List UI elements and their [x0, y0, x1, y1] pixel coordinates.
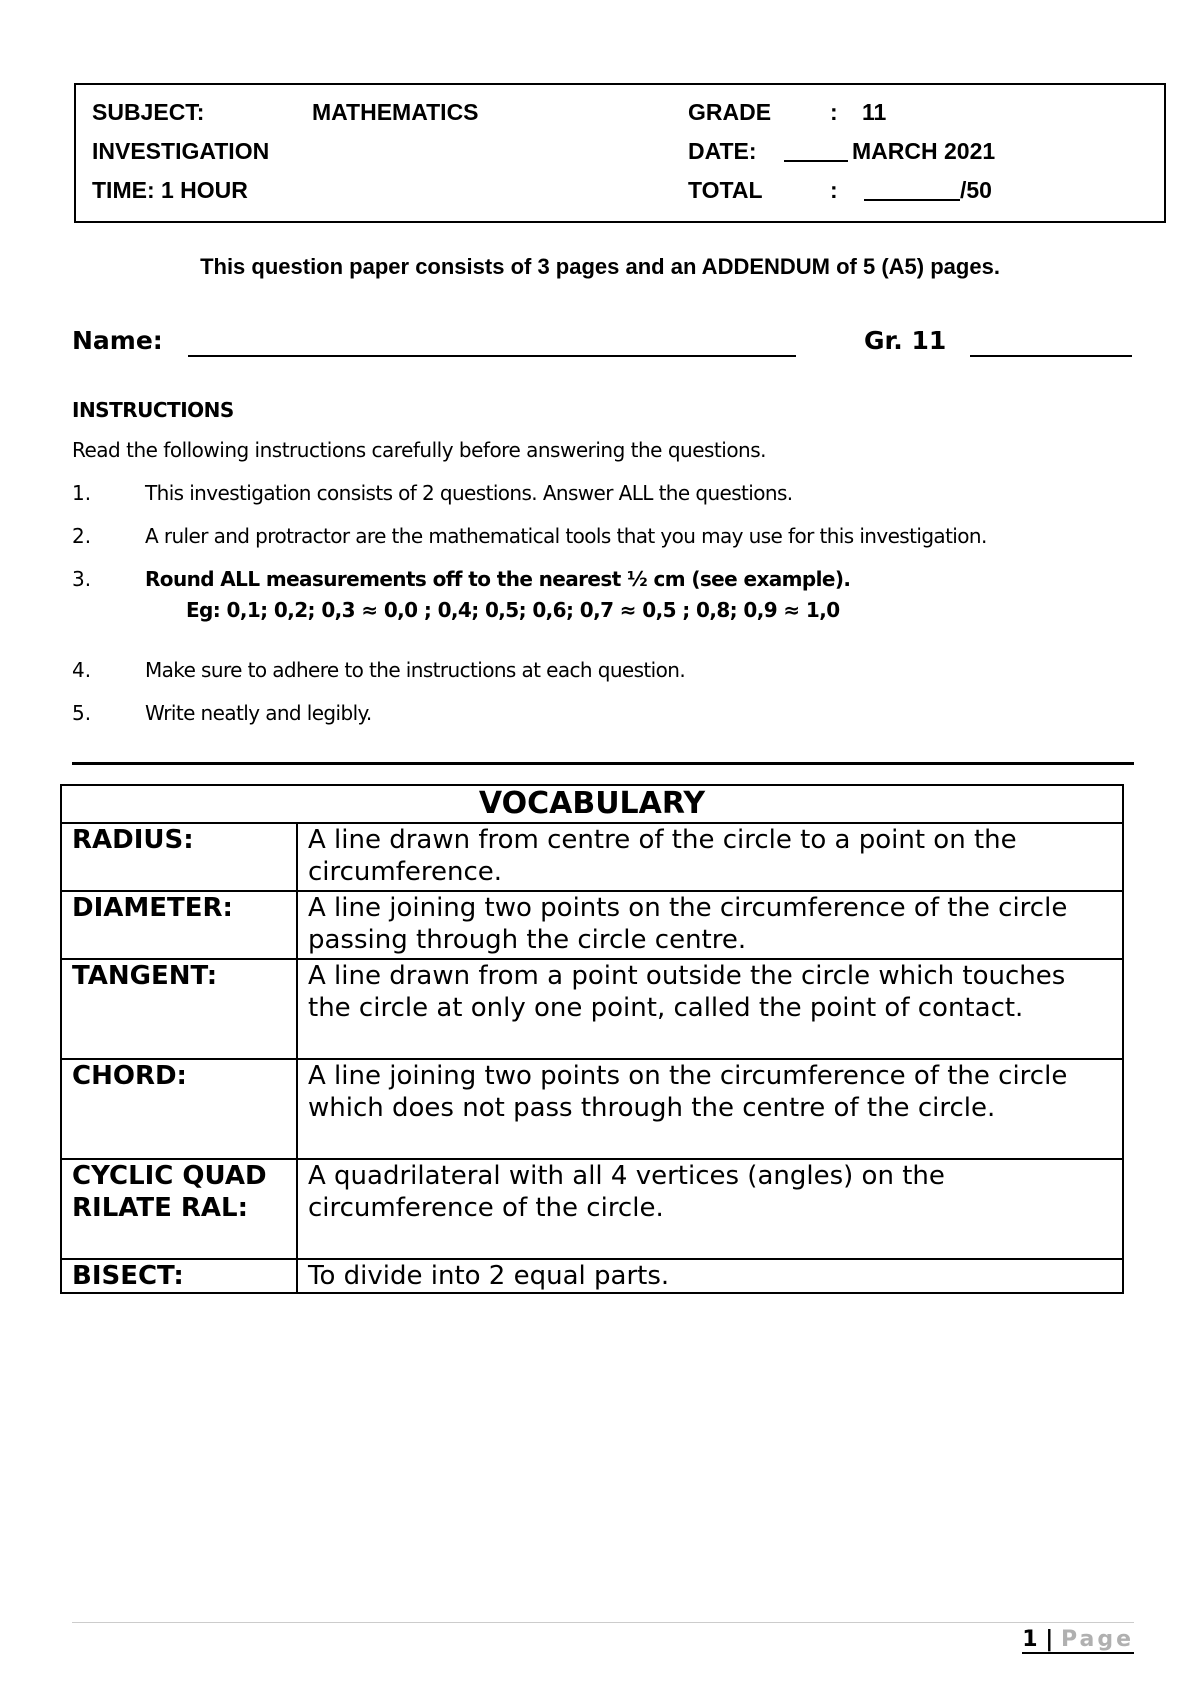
vocab-definition: A line joining two points on the circumference of the circle passing through the circle centre.: [297, 891, 1123, 959]
vocabulary-table: [60, 784, 1124, 1294]
instruction-number: 4.: [72, 658, 92, 682]
vocabulary-header-row: [61, 785, 1123, 823]
vocabulary-title: VOCABULARY: [61, 785, 1123, 823]
grade-field-label: Gr. 11: [864, 326, 947, 355]
total-blank: [864, 181, 960, 201]
subject-label: SUBJECT:: [92, 99, 205, 125]
date-label: DATE:: [688, 138, 757, 164]
section-divider: [72, 762, 1134, 765]
instruction-number: 5.: [72, 701, 92, 725]
name-field[interactable]: [188, 355, 796, 357]
total-value: /50: [960, 177, 992, 203]
vocab-definition: A line joining two points on the circumference of the circle which does not pass through the centre of the circle.: [297, 1059, 1123, 1159]
footer-divider: [72, 1622, 1134, 1623]
class-field[interactable]: [970, 355, 1132, 357]
vocab-term: BISECT:: [61, 1259, 297, 1293]
vocab-definition: A quadrilateral with all 4 vertices (angles) on the circumference of the circle.: [297, 1159, 1123, 1259]
vocab-term: TANGENT:: [61, 959, 297, 1059]
instruction-text: This investigation consists of 2 questions. Answer ALL the questions.: [145, 481, 793, 505]
header-row-time: [92, 177, 1148, 207]
date-value: MARCH 2021: [852, 138, 996, 164]
vocab-definition: To divide into 2 equal parts.: [297, 1259, 1123, 1293]
total-colon: :: [830, 177, 838, 203]
page-footer: [1022, 1628, 1134, 1654]
table-row: [61, 1159, 1123, 1259]
instruction-number: 2.: [72, 524, 92, 548]
header-row-investigation: [92, 138, 1148, 168]
vocab-definition: A line drawn from centre of the circle to a point on the circumference.: [297, 823, 1123, 891]
header-row-subject: [92, 99, 1148, 129]
instruction-text: Write neatly and legibly.: [145, 701, 372, 725]
page-number: 1: [1022, 1627, 1038, 1652]
table-row: [61, 891, 1123, 959]
date-blank: [784, 142, 848, 162]
grade-label: GRADE: [688, 99, 772, 125]
name-label: Name:: [72, 326, 163, 355]
vocab-term: CYCLIC QUADRILATE RAL:: [61, 1159, 297, 1259]
instruction-text: Make sure to adhere to the instructions at each question.: [145, 658, 686, 682]
grade-value: 11: [862, 99, 887, 125]
vocab-term: CHORD:: [61, 1059, 297, 1159]
header-box: [74, 83, 1166, 223]
grade-colon: :: [830, 99, 838, 125]
vocab-term: DIAMETER:: [61, 891, 297, 959]
total-label: TOTAL: [688, 177, 763, 203]
table-row: [61, 959, 1123, 1059]
vocab-term: RADIUS:: [61, 823, 297, 891]
subject-value: MATHEMATICS: [312, 99, 479, 125]
table-row: [61, 1059, 1123, 1159]
time-label: TIME: 1 HOUR: [92, 177, 248, 203]
table-row: [61, 823, 1123, 891]
page-separator: |: [1037, 1627, 1061, 1652]
instruction-number: 1.: [72, 481, 92, 505]
page-word: Page: [1060, 1627, 1134, 1652]
instructions-intro: Read the following instructions carefully before answering the questions.: [72, 438, 767, 462]
pages-note: This question paper consists of 3 pages and an ADDENDUM of 5 (A5) pages.: [200, 254, 1000, 279]
vocab-definition: A line drawn from a point outside the circle which touches the circle at only one point, called the point of contact.: [297, 959, 1123, 1059]
instructions-heading: INSTRUCTIONS: [72, 398, 234, 422]
rounding-example: Eg: 0,1; 0,2; 0,3 ≈ 0,0 ; 0,4; 0,5; 0,6; 0,7 ≈ 0,5 ; 0,8; 0,9 ≈ 1,0: [186, 598, 840, 622]
instruction-text: A ruler and protractor are the mathematical tools that you may use for this investigation.: [145, 524, 987, 548]
investigation-label: INVESTIGATION: [92, 138, 270, 164]
instruction-text: Round ALL measurements off to the nearest ½ cm (see example).: [145, 567, 851, 591]
instruction-number: 3.: [72, 567, 92, 591]
table-row: [61, 1259, 1123, 1293]
